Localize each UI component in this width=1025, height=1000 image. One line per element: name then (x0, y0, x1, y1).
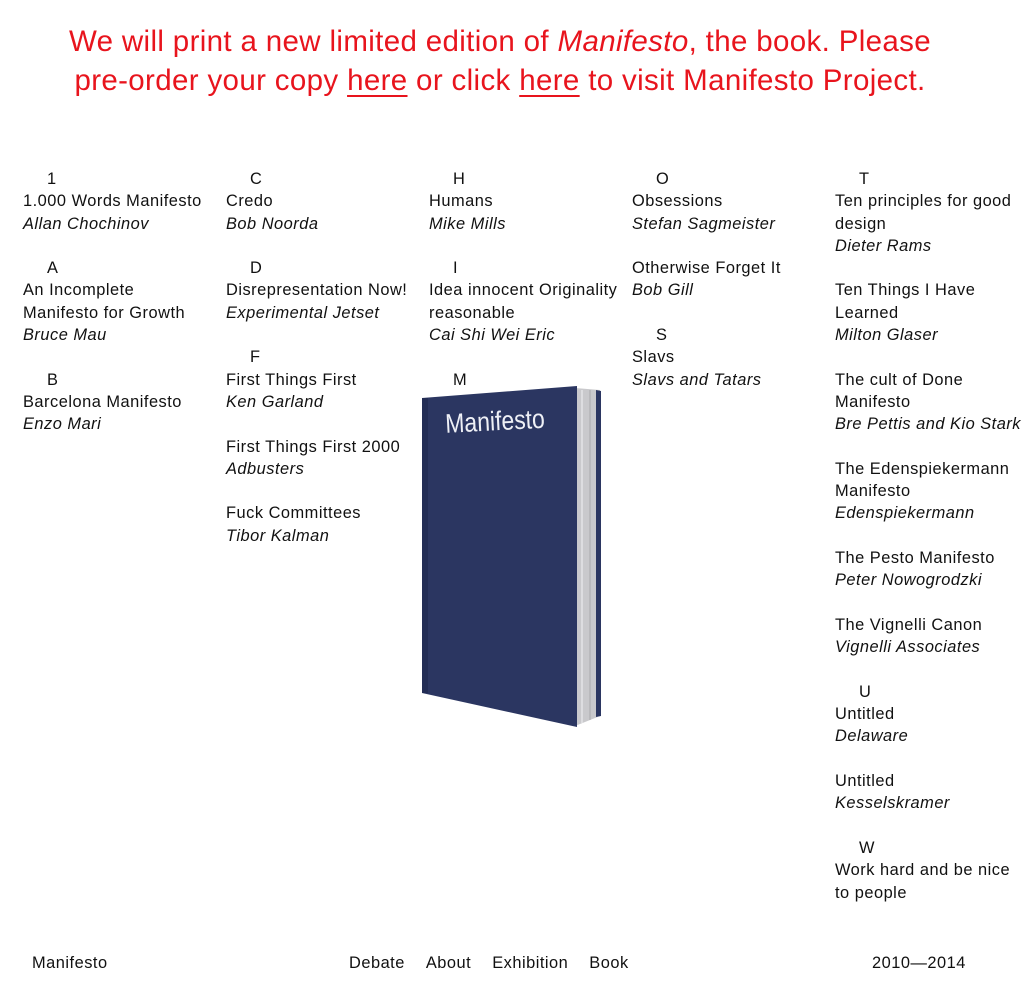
index-letter-heading: M (453, 370, 468, 389)
manifesto-title[interactable]: Fuck Committees (226, 504, 362, 523)
visit-project-link[interactable]: here (519, 64, 580, 97)
manifesto-title[interactable]: Ten principles for good design (835, 192, 1012, 233)
index-letter-heading: I (453, 259, 459, 278)
manifesto-title[interactable]: Otherwise Forget It (632, 259, 781, 278)
manifesto-entry[interactable] (835, 703, 1025, 748)
index-letter-heading: H (453, 170, 466, 188)
manifesto-author: Tibor Kalman (226, 526, 330, 545)
manifesto-author: Experimental Jetset (226, 303, 380, 322)
manifesto-author: Delaware (835, 727, 909, 746)
manifesto-title[interactable]: An Incomplete Manifesto for Growth (23, 281, 186, 322)
manifesto-entry[interactable] (226, 436, 416, 481)
manifesto-author: Bre Pettis and Kio Stark (835, 415, 1022, 434)
manifesto-entry[interactable] (835, 859, 1025, 904)
nav-exhibition[interactable]: Exhibition (492, 954, 569, 972)
manifesto-author: Stefan Sagmeister (632, 214, 776, 233)
footer (0, 954, 1000, 978)
manifesto-title[interactable]: Humans (429, 192, 494, 211)
manifesto-entry[interactable] (226, 279, 416, 324)
manifesto-author: Edenspiekermann (835, 504, 975, 523)
index-letter-heading: W (859, 838, 875, 857)
manifesto-entry[interactable] (835, 279, 1025, 346)
manifesto-entry[interactable] (835, 614, 1025, 659)
manifesto-entry[interactable] (835, 770, 1025, 815)
manifesto-title[interactable]: The Edenspiekermann Manifesto (835, 459, 1010, 501)
index-letter-heading: T (859, 170, 870, 188)
manifesto-author: Bruce Mau (23, 326, 107, 345)
manifesto-entry[interactable] (835, 547, 1025, 592)
index-column (632, 168, 822, 413)
preorder-banner (0, 22, 1000, 100)
manifesto-author: Slavs and Tatars (632, 370, 762, 389)
manifesto-title[interactable]: Work hard and be nice to people (835, 861, 1011, 902)
banner-text: pre-order your copy (74, 64, 348, 97)
index-column (835, 168, 1025, 926)
manifesto-entry[interactable] (23, 190, 213, 235)
manifesto-entry[interactable] (835, 458, 1025, 525)
manifesto-entry[interactable] (835, 369, 1025, 436)
book-back-cover (596, 390, 601, 717)
manifesto-author: Vignelli Associates (835, 638, 981, 657)
banner-text: or click (407, 64, 520, 97)
manifesto-title[interactable]: Slavs (632, 348, 675, 367)
manifesto-entry[interactable] (632, 190, 822, 235)
manifesto-entry[interactable] (632, 346, 822, 391)
preorder-link[interactable]: here (347, 64, 408, 97)
manifesto-entry[interactable] (23, 391, 213, 436)
index-letter-heading: O (656, 170, 670, 188)
nav-debate[interactable]: Debate (349, 954, 405, 972)
banner-text: to visit Manifesto Project. (579, 64, 926, 97)
manifesto-entry[interactable] (632, 257, 822, 302)
index-letter-heading: S (656, 326, 668, 345)
manifesto-title[interactable]: Barcelona Manifesto (23, 392, 182, 411)
manifesto-entry[interactable] (226, 502, 416, 547)
manifesto-title[interactable]: First Things First (226, 370, 357, 389)
manifesto-title[interactable]: The cult of Done Manifesto (835, 370, 964, 411)
manifesto-author: Enzo Mari (23, 415, 102, 434)
manifesto-entry[interactable] (835, 190, 1025, 257)
index-letter-heading: C (250, 170, 263, 188)
manifesto-title[interactable]: Credo (226, 192, 274, 211)
footer-nav (349, 954, 629, 973)
manifesto-title[interactable]: Disrepresentation Now! (226, 281, 408, 300)
banner-text: We will print a new limited edition of (68, 25, 558, 58)
banner-line-2 (0, 61, 1000, 100)
book-image[interactable] (420, 386, 605, 731)
manifesto-author: Bob Noorda (226, 214, 319, 233)
manifesto-author: Peter Nowogrodzki (835, 571, 982, 590)
index-letter-heading: 1 (47, 170, 57, 188)
banner-text: , the book. Please (688, 25, 932, 58)
manifesto-title[interactable]: The Pesto Manifesto (835, 549, 995, 568)
index-column (23, 168, 213, 458)
book-cover-title: Manifesto (444, 404, 546, 440)
manifesto-author: Bob Gill (632, 281, 694, 300)
manifesto-entry[interactable] (429, 279, 619, 346)
manifesto-entry[interactable] (429, 190, 619, 235)
banner-book-title: Manifesto (557, 25, 689, 58)
book-spine-shadow (422, 398, 428, 693)
manifesto-author: Milton Glaser (835, 326, 939, 345)
manifesto-title[interactable]: Ten Things I Have Learned (835, 281, 976, 322)
index-column (226, 168, 416, 569)
index-column (429, 168, 619, 413)
nav-about[interactable]: About (425, 954, 472, 972)
nav-book[interactable]: Book (589, 954, 629, 972)
manifesto-author: Ken Garland (226, 392, 324, 411)
banner-line-1 (0, 22, 1000, 61)
footer-brand-link[interactable]: Manifesto (32, 954, 108, 972)
manifesto-entry[interactable] (23, 279, 213, 346)
index-letter-heading: B (47, 370, 59, 389)
manifesto-title[interactable]: The Vignelli Canon (835, 615, 983, 634)
index-letter-heading: U (859, 682, 872, 701)
manifesto-title[interactable]: Idea innocent Originality reasonable (429, 281, 618, 322)
manifesto-author: Cai Shi Wei Eric (429, 326, 556, 345)
footer-years: 2010—2014 (872, 954, 966, 972)
manifesto-title[interactable]: Untitled (835, 705, 895, 724)
index-letter-heading: D (250, 259, 263, 278)
manifesto-title[interactable]: Untitled (835, 772, 895, 791)
manifesto-author: Kesselskramer (835, 794, 950, 813)
index-letter-heading: A (47, 259, 59, 278)
manifesto-author: Dieter Rams (835, 236, 932, 255)
manifesto-author: Mike Mills (429, 214, 506, 233)
manifesto-author: Allan Chochinov (23, 214, 149, 233)
manifesto-entry[interactable] (226, 369, 416, 414)
manifesto-title[interactable]: First Things First 2000 (226, 437, 401, 456)
manifesto-entry[interactable] (226, 190, 416, 235)
manifesto-title[interactable]: Obsessions (632, 192, 723, 211)
manifesto-title[interactable]: 1.000 Words Manifesto (23, 192, 202, 211)
index-letter-heading: F (250, 348, 261, 367)
manifesto-author: Adbusters (226, 459, 305, 478)
